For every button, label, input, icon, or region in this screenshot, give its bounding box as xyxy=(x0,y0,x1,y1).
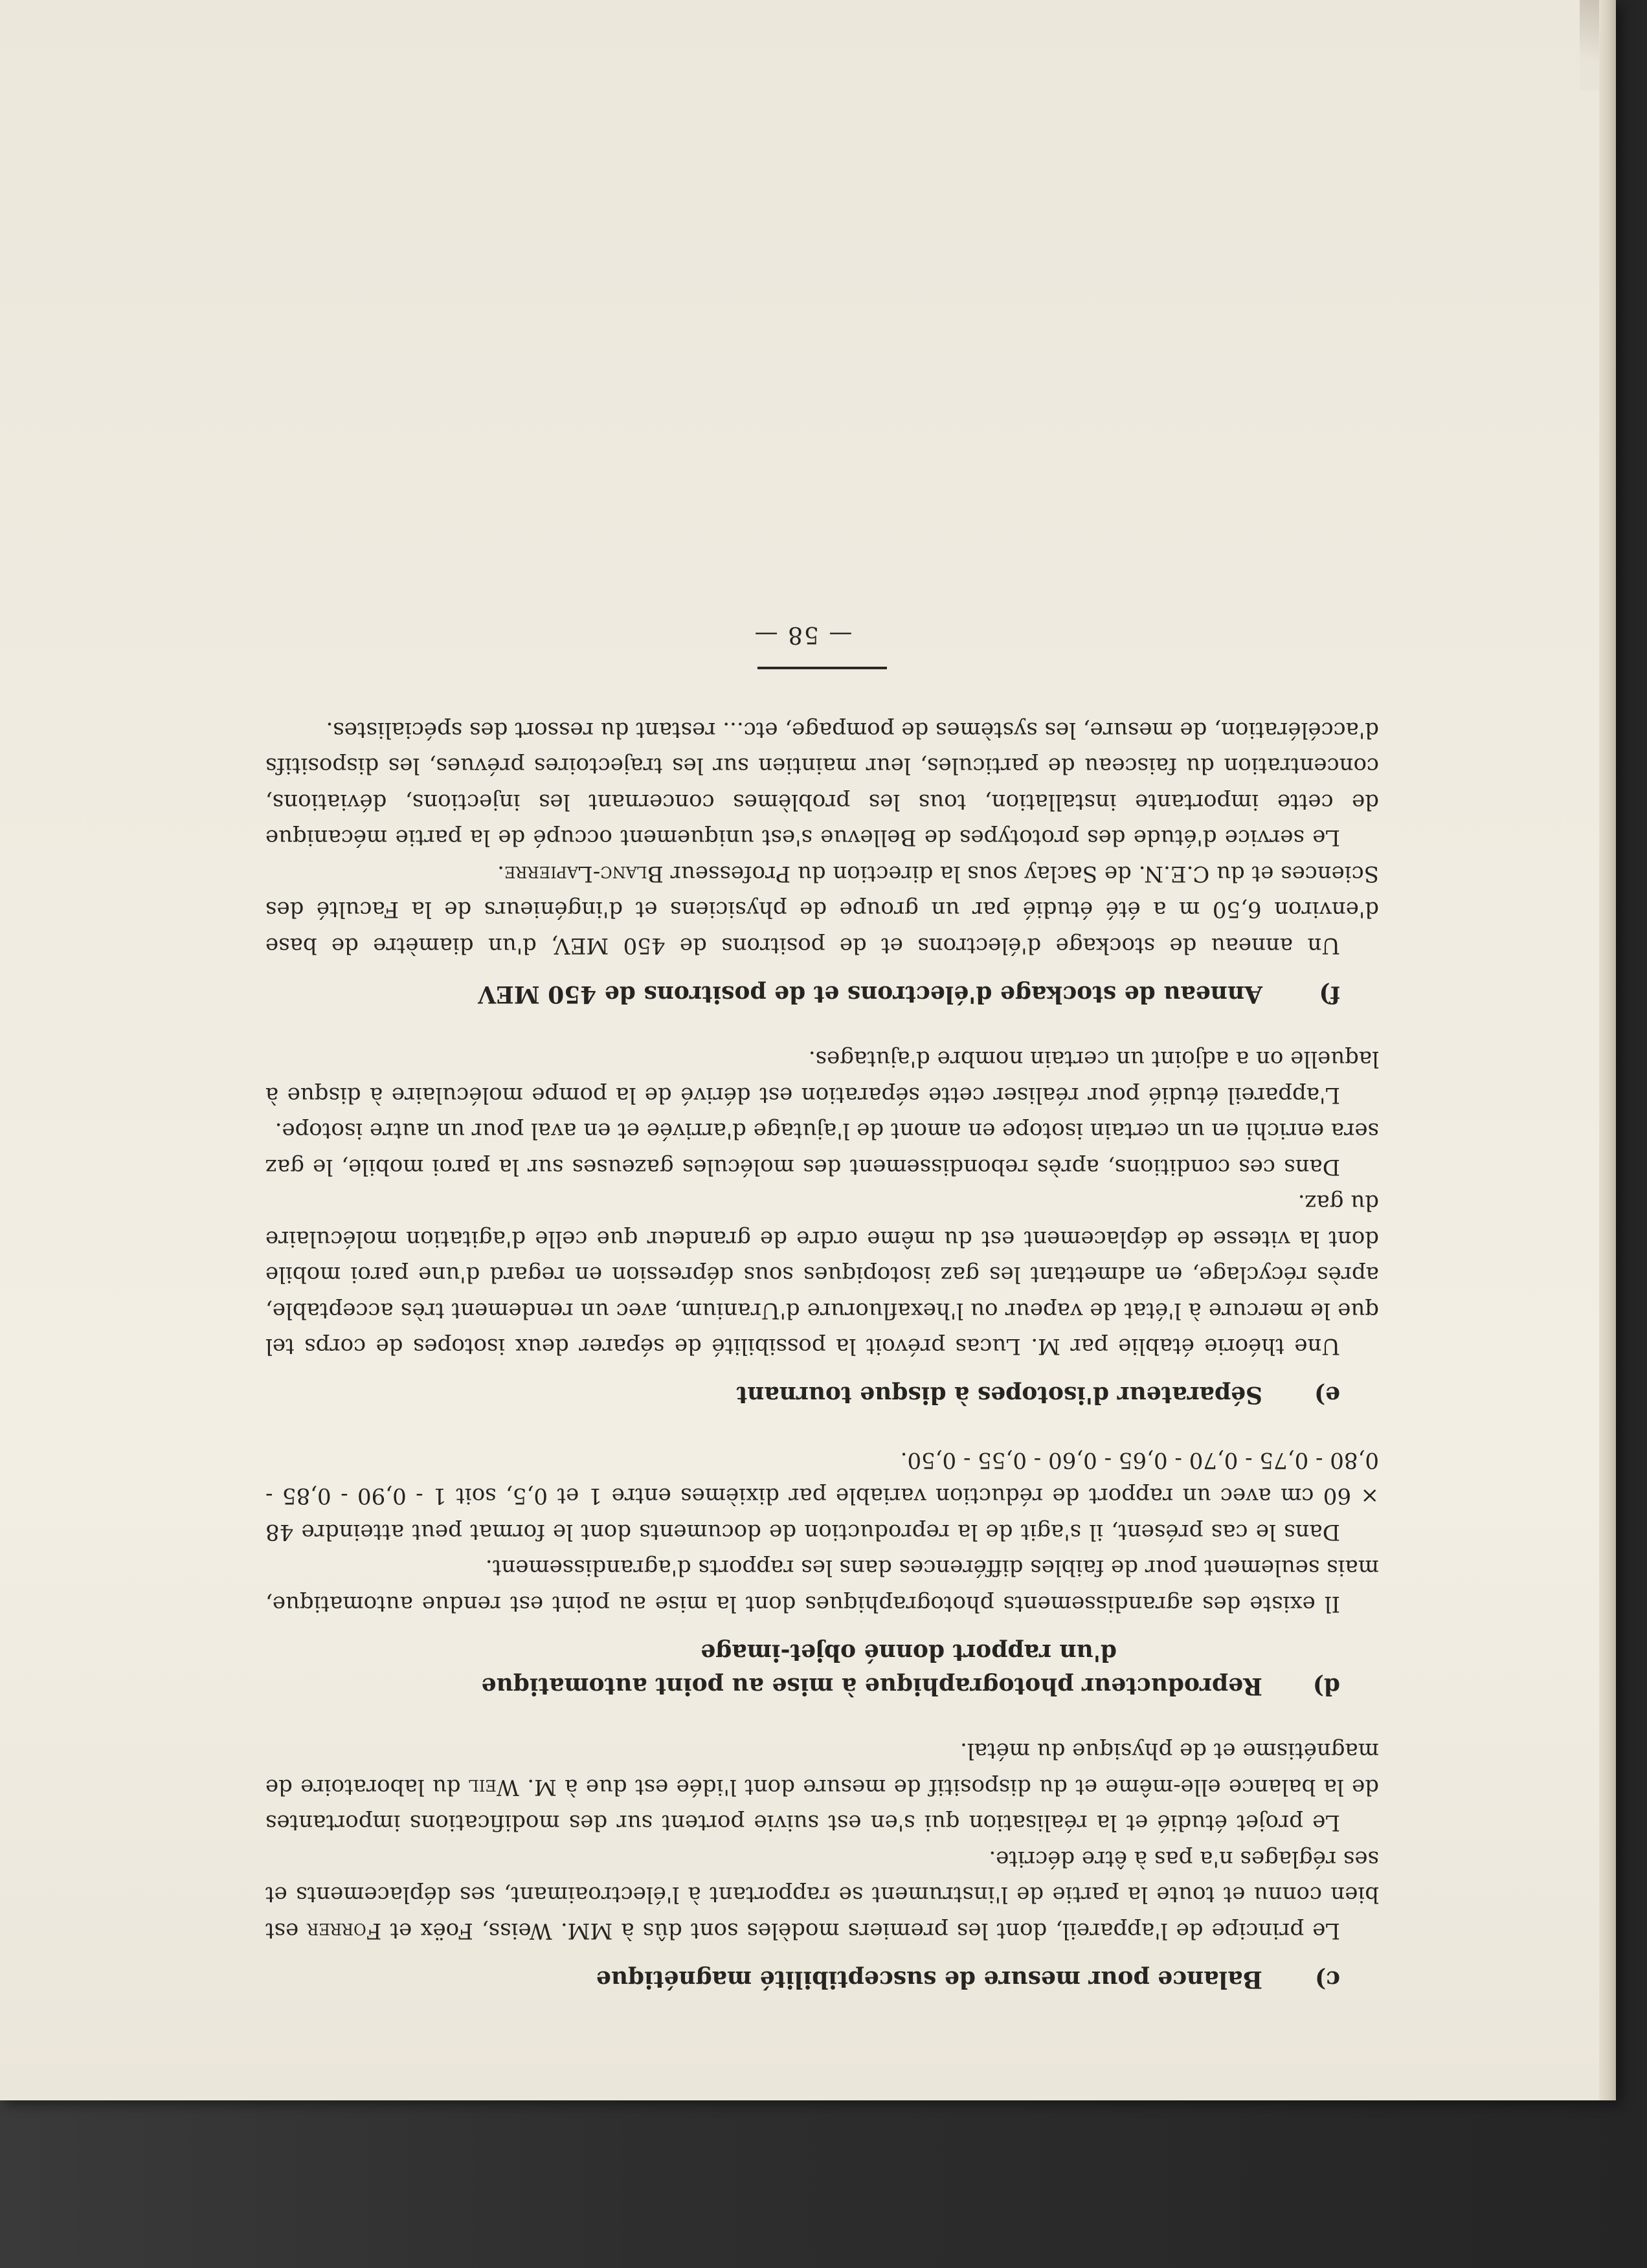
section-e-paragraph-3: L'appareil étudié pour réaliser cette séparation est dérivé de la pompe moléculaire à disque à laquelle on a adjoint un certain nombre d'ajutages. xyxy=(265,1046,1379,1108)
section-c-p1-name: Forrer xyxy=(307,1918,382,1944)
section-c-p1-text-b: est bien connu et toute la partie de l'instrument se rapportant à l'électroaimant, ses déplacements et ses réglages n'a pas à être décrite. xyxy=(265,1846,1379,1944)
section-e-label: e) xyxy=(1314,1381,1340,1409)
section-c-p1-text-a: Le principe de l'appareil, dont les premiers modèles sont dûs à MM. Weiss, Foëx et xyxy=(381,1918,1340,1944)
section-f-paragraph-2: Le service d'étude des prototypes de Bellevue s'est uniquement occupé de la partie mécanique de cette importante installation, tous les problèmes concernant les injections, déviations, concentration du faisceau de particules, leur maintien sur les trajectoires prévues, les dispositifs d'accélération, de mesure, les systèmes de pompage, etc... restant du ressort des spécialistes. xyxy=(265,717,1379,851)
section-f-label: f) xyxy=(1319,981,1340,1008)
section-d-title-line-1: Reproducteur photographique à mise au point automatique xyxy=(481,1673,1262,1700)
text-body xyxy=(265,617,1379,2026)
section-d-paragraph-2: Dans le cas présent, il s'agit de la reproduction de documents dont le format peut atteindre 48 × 60 cm avec un rapport de réduction variable par dixièmes entre 1 et 0,5, soit 1 - 0,90 - 0,85 - 0,80 - 0,75 - 0,70 - 0,65 - 0,60 - 0,55 - 0,50. xyxy=(265,1447,1379,1545)
section-c-paragraph-1 xyxy=(265,1841,1379,1949)
section-d-label: d) xyxy=(1312,1673,1340,1700)
section-c-paragraph-2 xyxy=(265,1733,1379,1841)
end-rule xyxy=(757,667,887,670)
section-c-p2-name: Weil xyxy=(468,1774,519,1800)
section-e-paragraph-2: Dans ces conditions, après rebondissement des molécules gazeuses sur la paroi mobile, le gaz sera enrichi en un certain isotope en amont de l'ajutage d'arrivée et en aval pour un autre isotope. xyxy=(265,1118,1379,1180)
section-c-p2-text-a: Le projet étudié et la réalisation qui s'en est suivie portent sur des modifications importantes de la balance elle-même et du dispositif de mesure dont l'idée est due à M. xyxy=(265,1774,1379,1836)
section-f-paragraph-1 xyxy=(265,856,1379,964)
section-d-title-line-2: d'un rapport donné objet-image xyxy=(700,1639,1117,1666)
section-f-title: Anneau de stockage d'électrons et de positrons de 450 MEV xyxy=(478,981,1262,1008)
section-d-paragraph-1: Il existe des agrandissements photographiques dont la mise au point est rendue automatique, mais seulement pour de faibles différences dans les rapports d'agrandissement. xyxy=(265,1555,1379,1617)
section-f-heading xyxy=(265,977,1379,1011)
section-c-label: c) xyxy=(1315,1966,1340,1993)
section-e-paragraph-1: Une théorie établie par M. Lucas prévoit la possibilité de séparer deux isotopes de corps tel que le mercure à l'état de vapeur ou l'hexafluorure d'Uranium, avec un rendement très acceptable, après récyclage, en admettant les gaz isotopiques sous dépression en regard d'une paroi mobile dont la vitesse de déplacement est du même ordre de grandeur que celle d'agitation moléculaire du gaz. xyxy=(265,1190,1379,1360)
section-e-heading xyxy=(265,1379,1379,1412)
section-f-p1-text-b: . xyxy=(497,861,505,887)
section-f-p1-text-a: Un anneau de stockage d'électrons et de positrons de 450 MEV, d'un diamètre de base d'environ 6,50 m a été étudié par un groupe de physiciens et d'ingénieurs de la Faculté des Sciences et du C.E.N. de Saclay sous la direction du Professeur xyxy=(265,861,1379,959)
section-e-title: Séparateur d'isotopes à disque tournant xyxy=(736,1381,1262,1409)
page-edge-shadow xyxy=(1599,0,1616,2100)
page-number: — 58 — xyxy=(753,621,853,649)
section-c-heading xyxy=(265,1962,1379,1996)
section-c-title: Balance pour mesure de susceptibilité magnétique xyxy=(596,1966,1262,1993)
section-c-p2-text-b: du laboratoire de magnétisme et de physique du métal. xyxy=(265,1738,1379,1800)
section-f-p1-name: Blanc-Lapierre xyxy=(504,861,664,887)
upside-down-text-block xyxy=(265,214,1379,2026)
section-d-heading xyxy=(265,1636,1379,1703)
